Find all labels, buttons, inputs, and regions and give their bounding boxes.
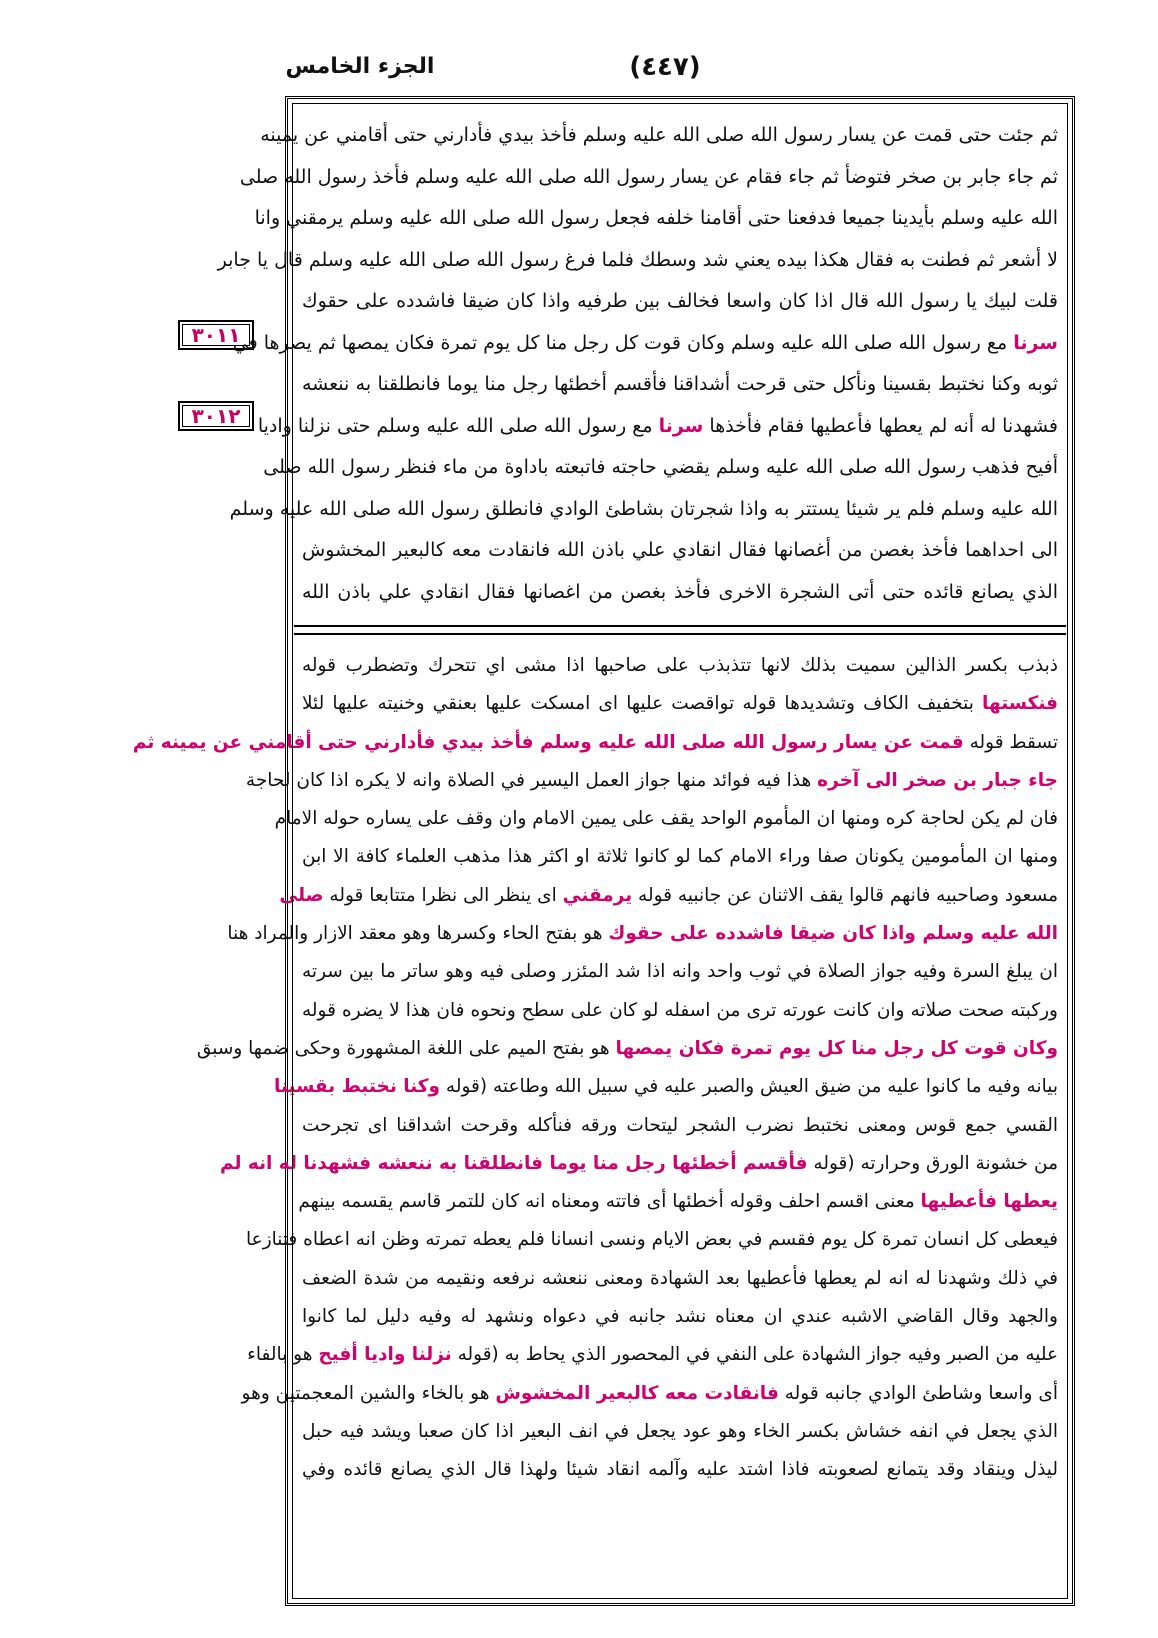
text-segment: ليذل وينقاد وقد يتمانع لصعوبته فاذا اشتد عليه وآلمه انقاد شيئا ولهذا قال الذي يصانع قائده وفي [302, 1459, 1058, 1481]
text-segment: أفيح فذهب رسول الله صلى الله عليه وسلم يقضي حاجته فاتبعته باداوة من ماء فنظر رسول الله صلى [263, 456, 1058, 478]
text-segment: مع رسول الله صلى الله عليه وسلم حتى نزلنا واديا [257, 414, 659, 437]
text-segment: مع رسول الله صلى الله عليه وسلم وكان قوت كل رجل منا كل يوم تمرة فكان يمصها ثم يصرها في [232, 331, 1014, 354]
hadith-line [232, 323, 1058, 365]
volume-title: الجزء الخامس [285, 54, 435, 79]
highlighted-quote: فأقسم أخطئها رجل منا يوما فانطلقنا به ننعشه فشهدنا له انه لم [219, 1152, 808, 1174]
commentary-line [298, 1183, 1058, 1221]
hadith-line [302, 572, 1058, 614]
text-segment: فشهدنا له أنه لم يعطها فأعطيها فقام فأخذها [703, 414, 1058, 437]
commentary-line [274, 1068, 1058, 1106]
highlighted-quote: سرنا [1013, 331, 1058, 354]
highlighted-quote: وكنا نختبط بقسينا [274, 1076, 441, 1098]
hadith-line [302, 281, 1058, 323]
text-segment: الذي يجعل في انفه خشاش بكسر الخاء وهو عود يجعل في انف البعير اذا كان صعبا ويشد فيه حبل [302, 1420, 1058, 1442]
text-segment: الى احداهما فأخذ بغصن من أغصانها فقال انقادي علي باذن الله فانقادت معه كالبعير المخشوش [302, 539, 1058, 561]
text-segment: هو بالخاء والشين المعجمتين وهو [241, 1382, 496, 1404]
hadith-number-marker: ٣٠١١ [178, 320, 254, 350]
commentary-line [247, 1336, 1058, 1374]
text-segment: أى واسعا وشاطئ الوادي جانبه قوله [778, 1382, 1058, 1404]
highlighted-quote: قمت عن يسار رسول الله صلى الله عليه وسلم فأخذ بيدي فأدارني حتى أقامني عن يمينه ثم [132, 731, 964, 753]
page-header [285, 48, 1075, 92]
text-segment: هو بفتح الميم على اللغة المشهورة وحكى ضمها وسبق [196, 1037, 616, 1059]
highlighted-quote: نزلنا واديا أفيح [318, 1344, 452, 1366]
text-segment: قلت لبيك يا رسول الله قال اذا كان واسعا فخالف بين طرفيه واذا كان ضيقا فاشدده على حقوك [302, 290, 1058, 312]
hadith-line [260, 115, 1058, 157]
commentary-line [132, 724, 1058, 762]
commentary-line [196, 1030, 1058, 1068]
commentary-line [219, 1145, 1058, 1183]
text-segment: ذبذب بكسر الذالين سميت بذلك لانها تتذبذب على صاحبها اذا مشى اي تتحرك وتضطرب قوله [302, 655, 1058, 676]
text-segment: لا أشعر ثم فطنت به فقال هكذا بيده يعني شد وسطك فلما فرغ رسول الله صلى الله عليه وسلم قال يا جابر [217, 248, 1058, 271]
text-segment: ثم جئت حتى قمت عن يسار رسول الله صلى الله عليه وسلم فأخذ بيدي فأدارني حتى أقامني عن يمينه [260, 124, 1058, 146]
commentary-line [302, 1451, 1058, 1489]
text-segment: في ذلك وشهدنا له انه لم يعطها فأعطيها بعد الشهادة ومعنى ننعشه نرفعه ونقيمه من شدة الضعف [302, 1267, 1058, 1289]
highlighted-quote: جاء جبار بن صخر الى آخره [817, 769, 1058, 791]
highlighted-quote: يرمقني [562, 884, 633, 906]
commentary-line [241, 1375, 1058, 1413]
text-segment: فان لم يكن لحاجة كره ومنها ان المأموم الواحد يقف على يمين الامام وان وقف على يساره حوله الامام [274, 808, 1058, 830]
text-segment: ان يبلغ السرة وفيه جواز الصلاة في ثوب واحد وانه اذا شد المئزر وصلى فيه وهو ساتر ما بين سرته [302, 961, 1058, 983]
hadith-line [239, 157, 1058, 199]
commentary-line [302, 1260, 1058, 1298]
highlighted-quote: الله عليه وسلم واذا كان ضيقا فاشدده على حقوك [608, 923, 1058, 945]
commentary-line [302, 1107, 1058, 1145]
highlighted-quote: وكان قوت كل رجل منا كل يوم تمرة فكان يمصها [615, 1037, 1058, 1059]
commentary-line [302, 953, 1058, 991]
text-segment: عليه من الصبر وفيه جواز الشهادة على النفي في المحصور الذي يحاط به (قوله [451, 1344, 1058, 1366]
text-segment: هو بالفاء [247, 1344, 319, 1366]
highlighted-quote: سرنا [658, 414, 704, 437]
text-segment: الذي يصانع قائده حتى أتى الشجرة الاخرى فأخذ بغصن من اغصانها فقال انقادي علي باذن الله [302, 580, 1058, 603]
commentary-line [246, 1221, 1058, 1259]
text-segment: القسي جمع قوس ومعنى نختبط نضرب الشجر ليتحات ورقه فنأكله وقرحت اشداقنا اى تجرحت [302, 1114, 1058, 1136]
hadith-line [257, 406, 1058, 448]
text-segment: الله عليه وسلم فلم ير شيئا يستتر به واذا شجرتان بشاطئ الوادي فانطلق رسول الله صلى الله عليه وسلم [229, 497, 1058, 520]
highlighted-quote: فنكستها [982, 693, 1058, 715]
text-segment: بيانه وفيه ما كانوا عليه من ضيق العيش والصبر عليه في سبيل الله وطاعته (قوله [440, 1076, 1058, 1098]
text-segment: الله عليه وسلم بأيدينا جميعا فدفعنا حتى أقامنا خلفه فجعل رسول الله صلى الله عليه وسلم يرمقني وانا [254, 207, 1058, 229]
commentary-line [302, 992, 1058, 1030]
hadith-line [217, 240, 1058, 282]
text-segment: مسعود وصاحبيه فانهم قالوا يقف الاثنان عن جانبيه قوله [632, 884, 1058, 906]
text-segment: والجهد وقال القاضي الاشبه عندي ان معناه نشد جانبه في دعواه ونشهد له وفيه دليل لما كانوا [302, 1306, 1058, 1328]
text-segment: ثم جاء جابر بن صخر فتوضأ ثم جاء فقام عن يسار رسول الله صلى الله عليه وسلم فأخذ رسول الله صلى [239, 165, 1058, 188]
highlighted-quote: صلى [279, 884, 324, 906]
highlighted-quote: فانقادت معه كالبعير المخشوش [495, 1382, 779, 1404]
text-segment: معنى اقسم احلف وقوله أخطئها أى فاتته ومعناه انه كان للتمر قاسم يقسمه بينهم [298, 1191, 921, 1213]
commentary-line [274, 800, 1058, 838]
text-segment: اى ينظر الى نظرا متتابعا قوله [323, 884, 563, 906]
hadith-text-box [217, 115, 1058, 615]
text-segment: ومنها ان المأمومين يكونان صفا وراء الامام كما لو كانوا ثلاثة او اكثر هذا مذهب العلماء كافة الا ابن [302, 846, 1058, 868]
commentary-line [302, 838, 1058, 876]
highlighted-quote: يعطها فأعطيها [920, 1191, 1058, 1213]
hadith-number-marker: ٣٠١٢ [178, 401, 254, 431]
hadith-line [229, 489, 1058, 531]
text-segment: فيعطى كل انسان تمرة كل يوم فقسم في بعض الايام ونسى انسانا فلم يعطه تمرته وظن انه اعطاه فتنازعا [246, 1229, 1058, 1251]
hadith-line [302, 364, 1058, 406]
commentary-line [302, 685, 1058, 723]
commentary-line [227, 915, 1058, 953]
page-number: (٤٤٧) [629, 52, 701, 82]
commentary-line [279, 877, 1058, 915]
hadith-line [302, 530, 1058, 572]
commentary-line [302, 647, 1058, 685]
hadith-line [254, 198, 1058, 240]
text-segment: بتخفيف الكاف وتشديدها قوله تواقصت عليها اى امسكت عليها بعنقي وخنيته عليها لئلا [302, 693, 983, 715]
text-segment: وركبته صحت صلاته وان كانت عورته ترى من اسفله لو كان على سطح ونحوه فان هذا لا يضره قوله [302, 999, 1058, 1021]
text-segment: ثوبه وكنا نختبط بقسينا ونأكل حتى قرحت أشداقنا فأقسم أخطئها رجل منا يوما فانطلقنا به ننعشه [302, 373, 1058, 395]
text-segment: من خشونة الورق وحرارته (قوله [807, 1152, 1058, 1174]
commentary-line [245, 762, 1058, 800]
commentary-line [302, 1413, 1058, 1451]
text-segment: تسقط قوله [963, 731, 1058, 753]
text-segment: هو بفتح الحاء وكسرها وهو معقد الازار والمراد هنا [227, 923, 609, 945]
section-divider [294, 625, 1066, 635]
commentary-line [302, 1298, 1058, 1336]
hadith-line [263, 447, 1058, 489]
commentary-text-box [132, 647, 1058, 1587]
text-segment: هذا فيه فوائد منها جواز العمل اليسير في الصلاة وانه لا يكره اذا كان لحاجة [245, 769, 818, 791]
